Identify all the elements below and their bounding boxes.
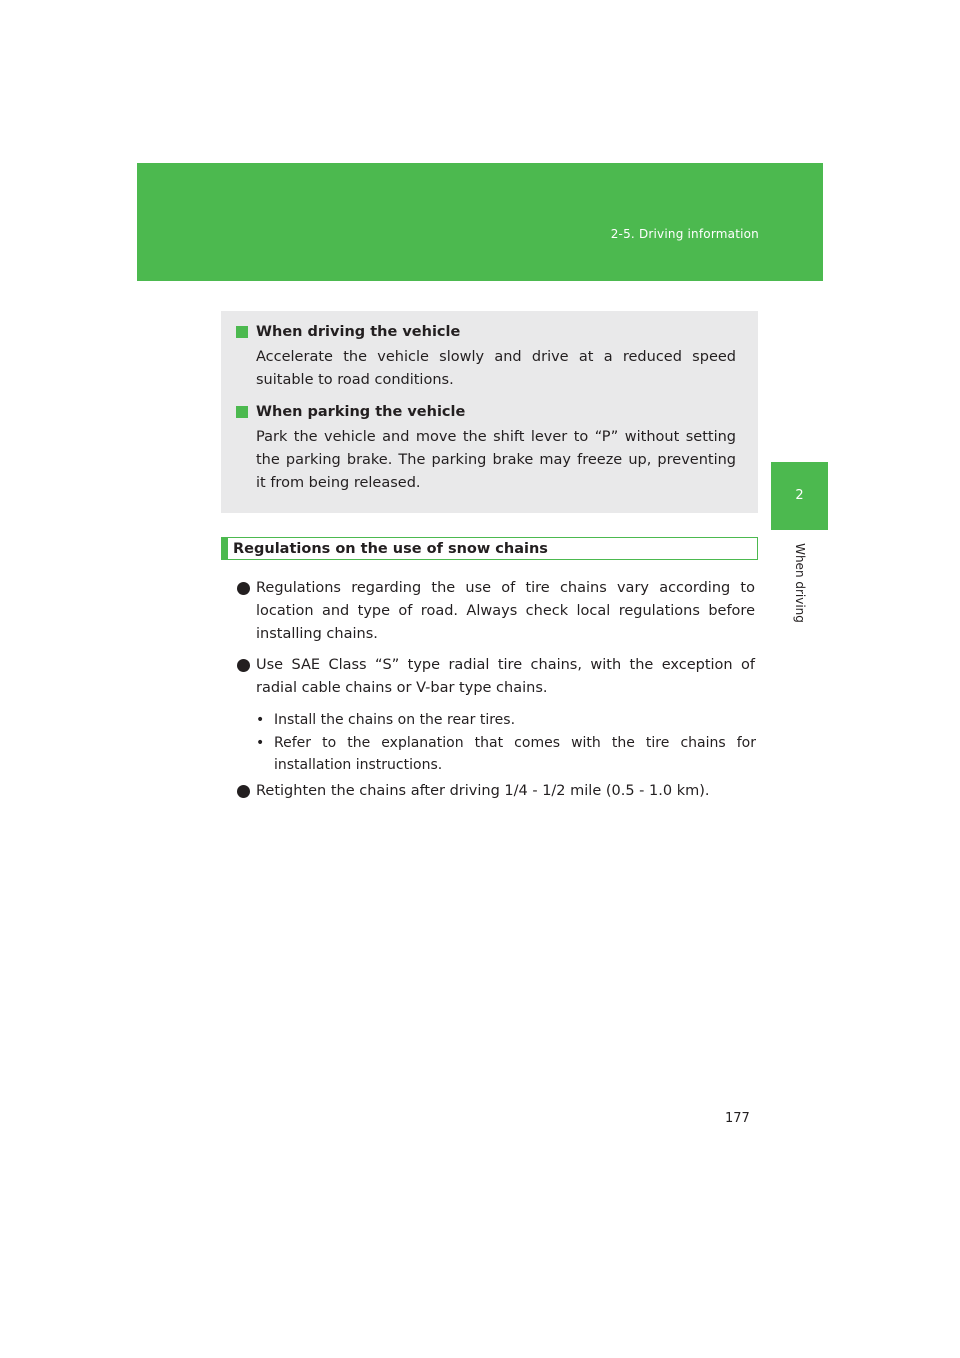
chapter-tab bbox=[771, 462, 828, 530]
section-title: Regulations on the use of snow chains bbox=[233, 541, 548, 557]
list-item-text: Use SAE Class “S” type radial tire chains, with the exception of radial cable chains or V-bar type chains. bbox=[256, 657, 755, 696]
list-item bbox=[237, 577, 755, 646]
sub-bullet-icon: • bbox=[256, 735, 265, 751]
square-bullet-icon bbox=[236, 326, 248, 338]
section-heading bbox=[221, 537, 758, 560]
header-band bbox=[137, 163, 823, 281]
sub-list-item bbox=[256, 709, 756, 731]
chapter-label-text: When driving bbox=[793, 543, 807, 623]
section-bar bbox=[221, 537, 228, 560]
square-bullet-icon bbox=[236, 406, 248, 418]
sub-list-item bbox=[256, 732, 756, 776]
note-heading: When parking the vehicle bbox=[256, 404, 466, 420]
sub-bullet-icon: • bbox=[256, 712, 265, 728]
note-item-driving bbox=[236, 322, 736, 392]
bullet-dot-icon bbox=[237, 582, 250, 595]
note-heading: When driving the vehicle bbox=[256, 324, 461, 340]
sub-list-item-text: Refer to the explanation that comes with the tire chains for installation instructions. bbox=[274, 735, 756, 773]
note-item-parking bbox=[236, 402, 736, 495]
list-item bbox=[237, 780, 755, 803]
note-text: Accelerate the vehicle slowly and drive at a reduced speed suitable to road conditions. bbox=[256, 349, 736, 388]
list-item-text: Regulations regarding the use of tire chains vary according to location and type of road. Always check local regulations before installing chains. bbox=[256, 580, 755, 642]
bullet-dot-icon bbox=[237, 785, 250, 798]
page-number: 177 bbox=[725, 1111, 750, 1126]
bullet-dot-icon bbox=[237, 659, 250, 672]
list-item-text: Retighten the chains after driving 1/4 - 1/2 mile (0.5 - 1.0 km). bbox=[256, 783, 710, 799]
sub-list-item-text: Install the chains on the rear tires. bbox=[274, 712, 516, 728]
chapter-number: 2 bbox=[795, 488, 804, 503]
chapter-section-title: 2-5. Driving information bbox=[610, 227, 759, 241]
note-box bbox=[221, 311, 758, 513]
chapter-label bbox=[790, 538, 810, 628]
note-text: Park the vehicle and move the shift lever to “P” without setting the parking brake. The parking brake may freeze up, preventing it from being released. bbox=[256, 429, 736, 491]
list-item bbox=[237, 654, 755, 700]
